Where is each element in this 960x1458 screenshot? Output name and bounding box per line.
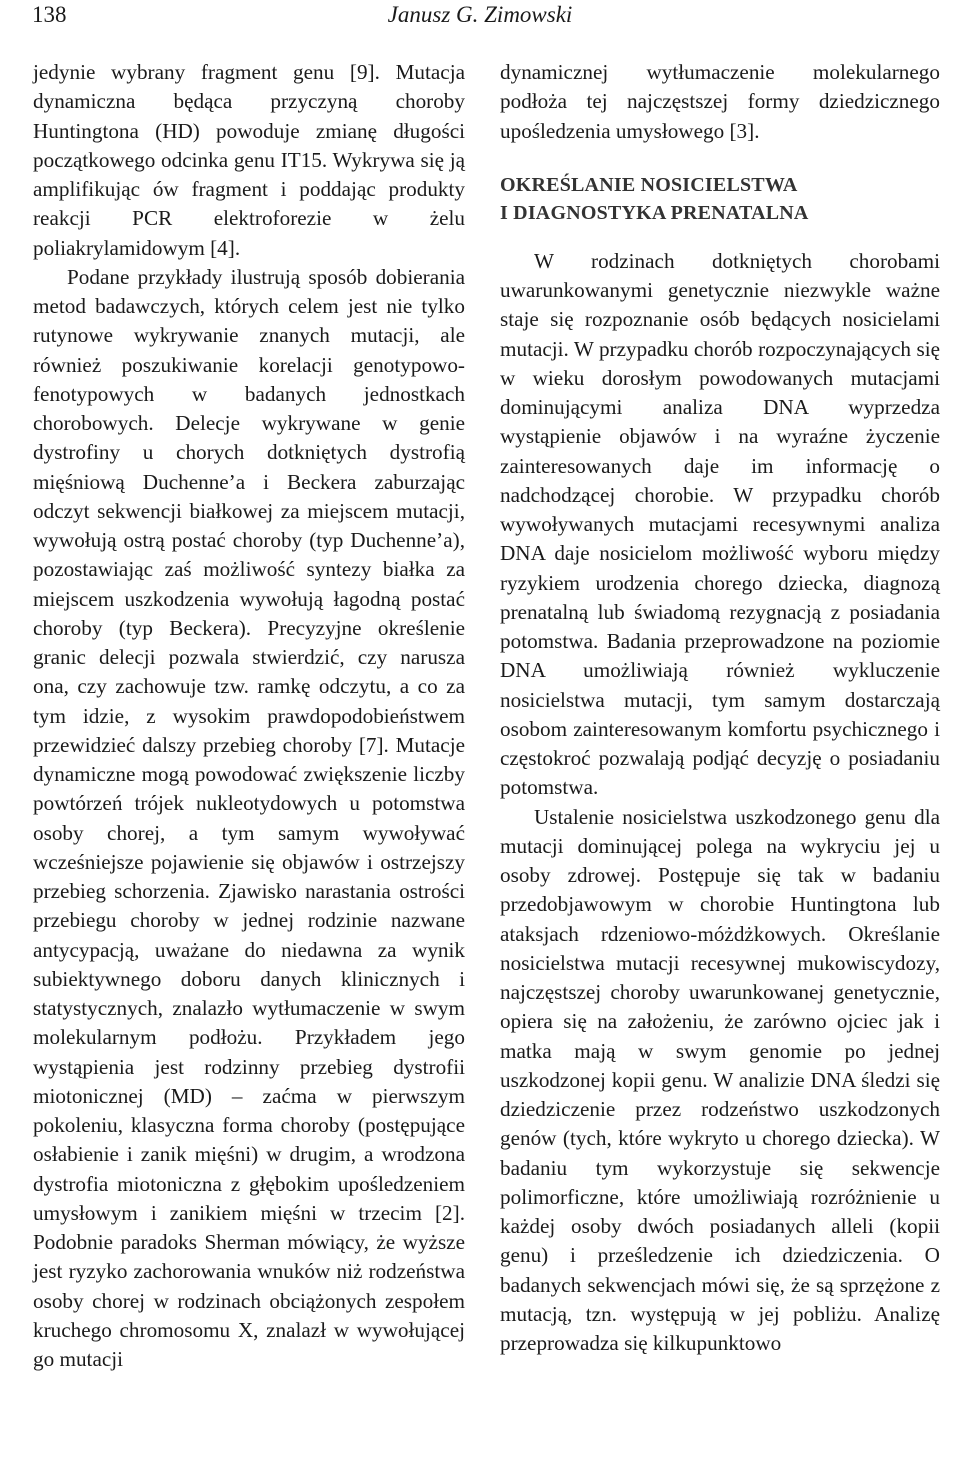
section-heading-line: OKREŚLANIE NOSICIELSTWA	[500, 173, 798, 196]
section-heading	[500, 171, 940, 227]
page-number: 138	[32, 2, 67, 27]
section-heading-line: I DIAGNOSTYKA PRENATALNA	[500, 201, 809, 224]
running-head-author: Janusz G. Zimowski	[387, 2, 573, 27]
paragraph-continued: jedynie wybrany fragment genu [9]. Mutacja dynamiczna będąca przyczyną choroby Huntingtona (HD) powoduje zmianę długości początkowego odcinka genu IT15. Wykrywa się ją amplifikując ów fragment i poddając produkty reakcji PCR elektroforezie w żelu poliakrylamidowym [4].	[33, 60, 465, 260]
paragraph-continued: dynamicznej wytłumaczenie molekularnego podłoża tej najczęstszej formy dziedzicznego upośledzenia umysłowego [3].	[500, 60, 940, 143]
paragraph: Podane przykłady ilustrują sposób dobierania metod badawczych, których celem jest nie tylko rutynowe wykrywanie znanych mutacji, ale również poszukiwanie korelacji genotypowo-fenotypowych w badanych jednostkach chorobowych. Delecje wykrywane w genie dystrofiny u chorych dotkniętych dystrofią mięśniową Duchenne’a i Beckera zaburzając odczyt sekwencji białkowej za miejscem mutacji, wywołują ostrą postać choroby (typ Duchenne’a), pozostawiając zaś możliwość syntezy białka za miejscem uszkodzenia wywołują łagodną postać choroby (typ Beckera). Precyzyjne określenie granic delecji pozwala stwierdzić, czy narusza ona, czy zachowuje tzw. ramkę odczytu, a co za tym idzie, z wysokim prawdopodobieństwem przewidzieć dalszy przebieg choroby [7]. Mutacje dynamiczne mogą powodować zwiększenie liczby powtórzeń trójek nukleotydowych u potomstwa osoby chorej, a tym samym wywoływać wcześniejsze pojawienie się objawów i ostrzejszy przebieg schorzenia. Zjawisko narastania ostrości przebiegu choroby w jednej rodzinie nazwane antycypacją, uważane do niedawna za wynik subiektywnego doboru danych klinicznych i statystycznych, znalazło wytłumaczenie w swym molekularnym podłożu. Przykładem jego wystąpienia jest rodzinny przebieg dystrofii miotonicznej (MD) – zaćma w pierwszym pokoleniu, klasyczna forma choroby (postępujące osłabienie i zanik mięśni) w drugim, a wrodzona dystrofia miotoniczna z głębokim upośledzeniem umysłowym i zanikiem mięśni w trzecim [2]. Podobnie paradoks Sherman mówiący, że wyższe jest ryzyko zachorowania wnuków niż rodzeństwa osoby chorej w rodzinach obciążonych zespołem kruchego chromosomu X, znalazł w wywołującej go mutacji	[33, 264, 465, 1371]
page-header	[32, 2, 928, 30]
paragraph: W rodzinach dotkniętych chorobami uwarunkowanymi genetycznie niezwykle ważne staje się rozpoznanie osób będących nosicielami mutacji. W przypadku chorób rozpoczynających się w wieku dorosłym powodowanych mutacjami dominującymi analiza DNA wyprzedza wystąpienie objawów i na wyraźne życzenie zainteresowanych daje im informację o nadchodzącej chorobie. W przypadku chorób wywoływanych mutacjami recesywnymi analiza DNA daje nosicielom możliwość wyboru między ryzykiem urodzenia chorego dziecka, diagnozą prenatalną lub świadomą rezygnacją z posiadania potomstwa. Badania przeprowadzone na poziomie DNA umożliwiają również wykluczenie nosicielstwa mutacji, tym samym dostarczają osobom zainteresowanym komfortu psychicznego i częstokroć pozwalają podjąć decyzję o posiadaniu potomstwa.	[500, 248, 940, 800]
left-column	[33, 58, 465, 1374]
right-column	[500, 58, 940, 1358]
paragraph: Ustalenie nosicielstwa uszkodzonego genu dla mutacji dominującej polega na wykryciu jej u osoby zdrowej. Postępuje się tak w badaniu przedobjawowym w chorobie Huntingtona lub ataksjach rdzeniowo-móżdżkowych. Określanie nosicielstwa mutacji recesywnej mukowiscydozy, najczęstszej choroby uwarunkowanej genetycznie, opiera się na założeniu, że zarówno ojciec jak i matka mają w swym genomie po jednej uszkodzonej kopii genu. W analizie DNA śledzi się dziedziczenie przez rodzeństwo uszkodzonych genów (tych, które wykryto u chorego dziecka). W badaniu tym wykorzystuje się sekwencje polimorficzne, które umożliwiają rozróżnienie u każdej osoby dwóch posiadanych alleli (kopii genu) i prześledzenie ich dziedziczenia. O badanych sekwencjach mówi się, że są sprzężone z mutacją, tzn. występują w jej pobliżu. Analizę przeprowadza się kilkupunktowo	[500, 804, 940, 1355]
